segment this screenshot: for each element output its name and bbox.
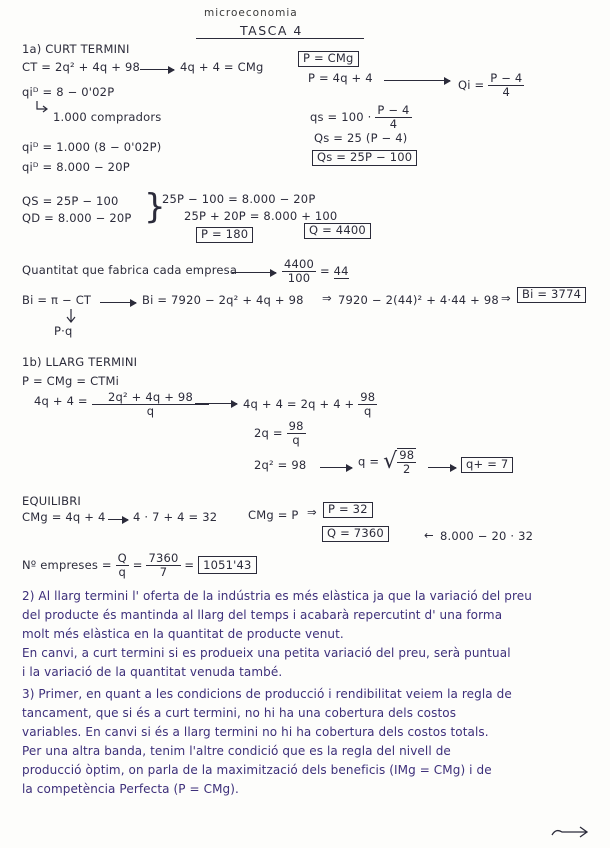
firms-fraction-1	[116, 552, 129, 579]
sqrt-icon: √	[383, 449, 398, 475]
bi-equation: Bi = 7920 − 2q² + 4q + 98	[142, 293, 304, 307]
equals-sign: =	[319, 264, 330, 279]
q3-line: la competència Perfecta (P = CMg).	[22, 782, 239, 796]
qs-equation-2: Qs = 25 (P − 4)	[314, 131, 408, 145]
q2-line: En canvi, a curt termini si es produeix una petita variació del preu, serà puntual	[22, 646, 511, 660]
arrow	[320, 467, 352, 468]
pq-label: P·q	[54, 324, 73, 338]
p-line: P = 4q + 4	[308, 71, 373, 85]
arrow	[140, 69, 174, 70]
page-title: TASCA 4	[240, 23, 303, 38]
qi-lhs: Qi =	[458, 78, 485, 93]
arrow	[428, 467, 456, 468]
subject-heading: microeconomia	[204, 7, 298, 19]
qs-expression	[310, 104, 412, 131]
step-1-lhs: 4q + 4 = 2q + 4 +	[243, 397, 355, 412]
q3-line: producció òptim, on parla de la maximització dels beneficis (IMg = CMg) i de	[22, 763, 492, 777]
frac-den: 100	[287, 271, 311, 286]
cmg-line: CMg = 4q + 4	[22, 510, 106, 524]
box-p-cmg: P = CMg	[298, 51, 359, 67]
qi-fraction	[488, 72, 524, 99]
step-2-expr	[254, 420, 306, 447]
brace: }	[144, 187, 166, 227]
qdi-equation: qiᴰ = 8 − 0'02P	[22, 85, 115, 99]
step-3-lhs: 2q² = 98	[254, 458, 307, 472]
box-p32: P = 32	[323, 502, 373, 518]
step-1-expr	[243, 391, 377, 418]
frac-num: P − 4	[377, 103, 410, 117]
down-arrow	[66, 309, 76, 323]
frac-num: 4400	[284, 257, 315, 271]
firms-expr	[22, 552, 257, 579]
arrow	[195, 403, 237, 404]
box-firms: 1051'43	[198, 556, 256, 574]
implies-arrow-1: ⇒	[322, 291, 332, 305]
ct-equation: CT = 2q² + 4q + 98	[22, 60, 140, 74]
frac-den: q	[364, 404, 372, 419]
arrow	[108, 519, 128, 520]
sqrt-fraction	[397, 448, 416, 476]
frac-num: Q	[117, 551, 127, 565]
q2-line: 2) Al llarg termini l' oferta de la indústria es més elàstica ja que la variació del preu	[22, 589, 532, 603]
q3-line: variables. En canvi si és a llarg termini no hi ha cobertura dels costos totals.	[22, 725, 489, 739]
cmg-result: 4 · 7 + 4 = 32	[133, 510, 218, 524]
frac-num: 98	[288, 419, 304, 433]
step-1-fraction	[358, 391, 377, 418]
longrun-fraction-expr	[92, 391, 209, 418]
box-q7360: Q = 7360	[322, 526, 389, 542]
frac-num: 7360	[148, 551, 179, 565]
qd-equation-1: qiᴰ = 1.000 (8 − 0'02P)	[22, 140, 162, 154]
quantity-fraction	[282, 258, 316, 285]
left-arrow: ←	[424, 528, 434, 542]
bi-lhs: Bi = π − CT	[22, 293, 92, 307]
implies-arrow: ⇒	[307, 505, 317, 519]
qs-fraction	[375, 104, 411, 131]
equation-step-2: 25P + 20P = 8.000 + 100	[184, 209, 338, 223]
equals-sign: =	[132, 558, 143, 573]
quantity-text: Quantitat que fabrica cada empresa	[22, 263, 238, 277]
section-1a-heading: 1a) CURT TERMINI	[22, 42, 130, 56]
box-bi: Bi = 3774	[517, 287, 586, 303]
frac-num: 2q² + 4q + 98	[92, 391, 209, 405]
implies-arrow-2: ⇒	[501, 291, 511, 305]
q2-line: del producte és mantinda al llarg del temps i acabarà repercutint d' una forma	[22, 608, 503, 622]
q2-line: molt més elàstica en la quantitat de producte venut.	[22, 627, 344, 641]
q3-line: tancament, que si és a curt termini, no hi ha una cobertura dels costos	[22, 706, 457, 720]
equilibri-heading: EQUILIBRI	[22, 494, 81, 508]
firms-fraction-2	[146, 552, 180, 579]
frac-den: q	[292, 433, 300, 448]
arrow	[232, 272, 276, 273]
section-1b-heading: 1b) LLARG TERMINI	[22, 355, 138, 369]
box-q7: q+ = 7	[461, 457, 513, 473]
bi-substitution: 7920 − 2(44)² + 4·44 + 98	[338, 293, 499, 307]
qs-lhs: qs = 100 ·	[310, 110, 372, 125]
frac-den: 4	[389, 117, 398, 132]
longrun-fraction	[92, 391, 209, 418]
firms-lhs: Nº empreses =	[22, 558, 112, 573]
box-qs: Qs = 25P − 100	[312, 150, 417, 166]
frac-den: 2	[403, 462, 411, 477]
system-qd: QD = 8.000 − 20P	[22, 211, 132, 225]
q-calculation: 8.000 − 20 · 32	[440, 529, 534, 543]
cmg-equation: 4q + 4 = CMg	[180, 60, 264, 74]
qd-equation-2: qiᴰ = 8.000 − 20P	[22, 160, 130, 174]
box-p180: P = 180	[196, 227, 253, 243]
frac-num: 98	[399, 448, 415, 462]
corner-arrow	[36, 101, 48, 113]
quantity-result: 44	[333, 264, 349, 279]
step-3-q: q =	[358, 454, 380, 469]
qi-expression	[458, 72, 524, 99]
step-2-fraction	[287, 420, 306, 447]
step-2-lhs: 2q =	[254, 426, 283, 441]
frac-den: q	[146, 404, 155, 419]
longrun-lhs: 4q + 4 =	[34, 394, 88, 408]
system-qs: QS = 25P − 100	[22, 194, 119, 208]
continue-arrow-icon	[550, 826, 590, 840]
frac-den: 4	[502, 85, 511, 100]
step-3-rhs	[358, 448, 416, 476]
q3-line: 3) Primer, en quant a les condicions de producció i rendibilitat veiem la regla de	[22, 687, 512, 701]
title-underline	[196, 38, 364, 39]
cmg-equals-p: CMg = P	[248, 508, 299, 522]
q3-line: Per una altra banda, tenim l'altre condició que es la regla del nivell de	[22, 744, 451, 758]
arrow	[100, 302, 136, 303]
frac-num: P − 4	[490, 71, 523, 85]
equals-sign: =	[184, 558, 195, 573]
frac-den: q	[118, 565, 126, 580]
frac-den: 7	[159, 565, 168, 580]
p-cmg-ctmi: P = CMg = CTMi	[22, 374, 120, 388]
equation-step-1: 25P − 100 = 8.000 − 20P	[162, 192, 316, 206]
frac-num: 98	[360, 390, 376, 404]
arrow	[384, 80, 450, 81]
q2-line: i la variació de la quantitat venuda també.	[22, 665, 283, 679]
quantity-fraction-expr	[282, 258, 349, 285]
box-q4400: Q = 4400	[304, 223, 371, 239]
buyers-label: 1.000 compradors	[53, 110, 162, 124]
